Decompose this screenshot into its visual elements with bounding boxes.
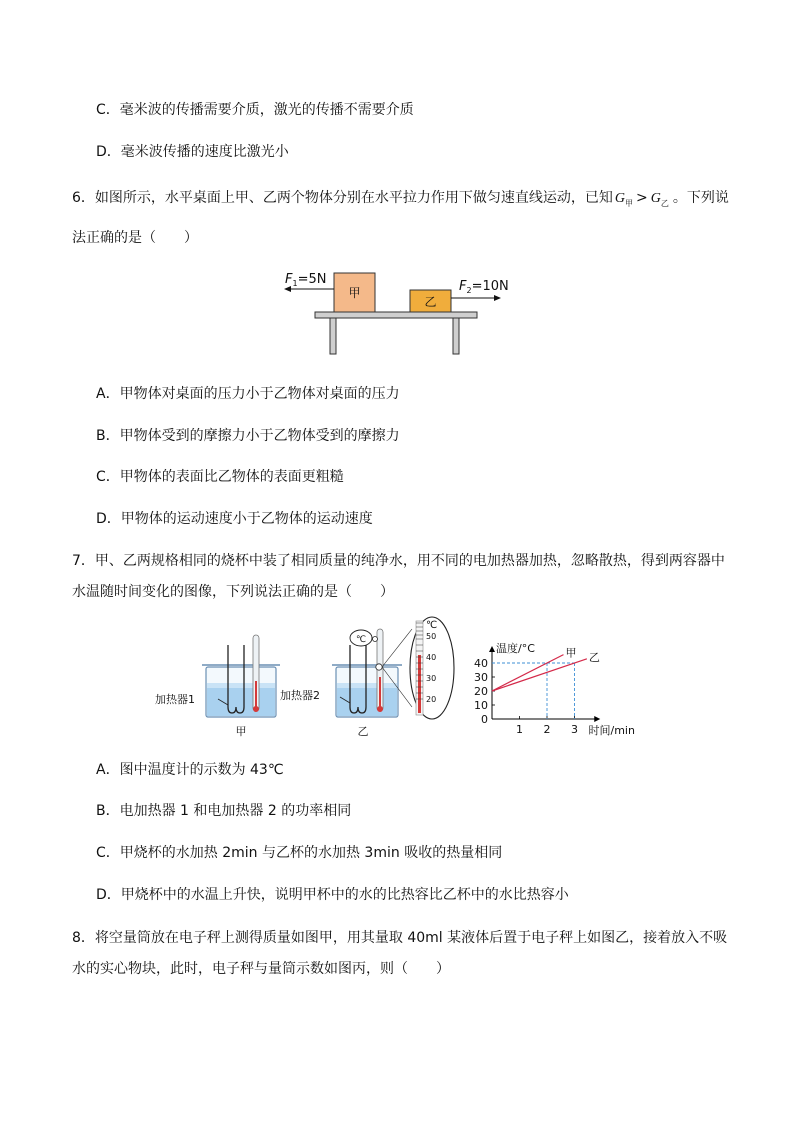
q7-beakers-figure xyxy=(150,615,470,745)
q6-stem-text-a: 6．如图所示，水平桌面上甲、乙两个物体分别在水平拉力作用下做匀速直线运动，已知 xyxy=(72,190,613,206)
thermo-tick-50: 50 xyxy=(426,632,437,641)
y-tick-label: 30 xyxy=(474,671,488,684)
y-tick-label: 40 xyxy=(474,657,488,670)
q6-stem-line1 xyxy=(72,188,729,214)
heater1-label: 加热器1 xyxy=(155,693,195,706)
series-label-yi: 乙 xyxy=(588,650,600,664)
q6-stem-line2: 法正确的是（ ） xyxy=(72,230,198,246)
table-top xyxy=(315,312,477,318)
series-label-jia: 甲 xyxy=(565,646,577,660)
table-leg-left xyxy=(330,318,336,354)
thermo-unit: ℃ xyxy=(426,620,438,631)
celsius-bubble-label: ℃ xyxy=(355,635,367,645)
q6-option-d: D．甲物体的运动速度小于乙物体的运动速度 xyxy=(96,511,373,527)
x-tick-label: 1 xyxy=(516,723,523,736)
beaker-jia xyxy=(202,635,280,717)
q8-stem-line2: 水的实心物块，此时，电子秤与量筒示数如图丙，则（ ） xyxy=(72,961,450,977)
q5-option-d: D．毫米波传播的速度比激光小 xyxy=(96,144,289,160)
y-axis-arrow xyxy=(489,646,495,652)
heater2-label: 加热器2 xyxy=(280,689,320,702)
q7-option-a: A．图中温度计的示数为 43℃ xyxy=(96,762,284,778)
g-yi: $G_乙$ xyxy=(650,191,669,208)
temperature-time-chart xyxy=(474,630,648,742)
q5-option-c: C．毫米波的传播需要介质，激光的传播不需要介质 xyxy=(96,102,414,118)
q7-option-b: B．电加热器 1 和电加热器 2 的功率相同 xyxy=(96,803,352,819)
series-line-yi xyxy=(492,659,587,691)
x-axis-label: 时间/min xyxy=(588,724,635,737)
q7-option-d: D．甲烧杯中的水温上升快，说明甲杯中的水的比热容比乙杯中的水比热容小 xyxy=(96,887,569,903)
x-axis-arrow xyxy=(594,716,600,722)
q8-stem-line1: 8．将空量筒放在电子秤上测得质量如图甲，用其量取 40ml 某液体后置于电子秤上如图乙，接着放入不吸 xyxy=(72,930,728,946)
q7-stem-line2: 水温随时间变化的图像，下列说法正确的是（ ） xyxy=(72,584,394,600)
q6-option-b: B．甲物体受到的摩擦力小于乙物体受到的摩擦力 xyxy=(96,428,400,444)
q6-stem-text-b: 。下列说 xyxy=(672,190,729,206)
q6-option-a: A．甲物体对桌面的压力小于乙物体对桌面的压力 xyxy=(96,386,400,402)
y-tick-label: 0 xyxy=(481,713,488,726)
table-leg-right xyxy=(453,318,459,354)
f1-label: $F_1=5N$ xyxy=(285,272,327,288)
q7-stem-line1: 7．甲、乙两规格相同的烧杯中装了相同质量的纯净水，用不同的电加热器加热，忽略散热，得到两容器中 xyxy=(72,553,725,569)
f2-arrowhead xyxy=(494,295,501,301)
x-tick-label: 2 xyxy=(543,723,551,736)
y-tick-label: 10 xyxy=(474,699,488,712)
q6-option-c: C．甲物体的表面比乙物体的表面更粗糙 xyxy=(96,469,344,485)
f2-label: $F_2=10N$ xyxy=(459,279,509,295)
g-jia: $G_甲$ xyxy=(614,191,634,208)
q7-option-c: C．甲烧杯的水加热 2min 与乙杯的水加热 3min 吸收的热量相同 xyxy=(96,845,503,861)
series-line-jia xyxy=(492,655,564,691)
block-jia-label: 甲 xyxy=(348,286,361,300)
x-tick-label: 3 xyxy=(571,723,578,736)
q6-figure xyxy=(270,262,509,358)
thermo-tick-20: 20 xyxy=(426,695,437,704)
y-axis-label: 温度/°C xyxy=(496,642,535,655)
greater-than: > xyxy=(636,190,648,206)
beaker-jia-caption: 甲 xyxy=(235,725,247,738)
block-yi-label: 乙 xyxy=(424,295,437,309)
y-tick-label: 20 xyxy=(474,685,488,698)
thermo-tick-40: 40 xyxy=(426,653,437,662)
thermo-tick-30: 30 xyxy=(426,674,437,683)
beaker-yi-caption: 乙 xyxy=(357,725,369,738)
